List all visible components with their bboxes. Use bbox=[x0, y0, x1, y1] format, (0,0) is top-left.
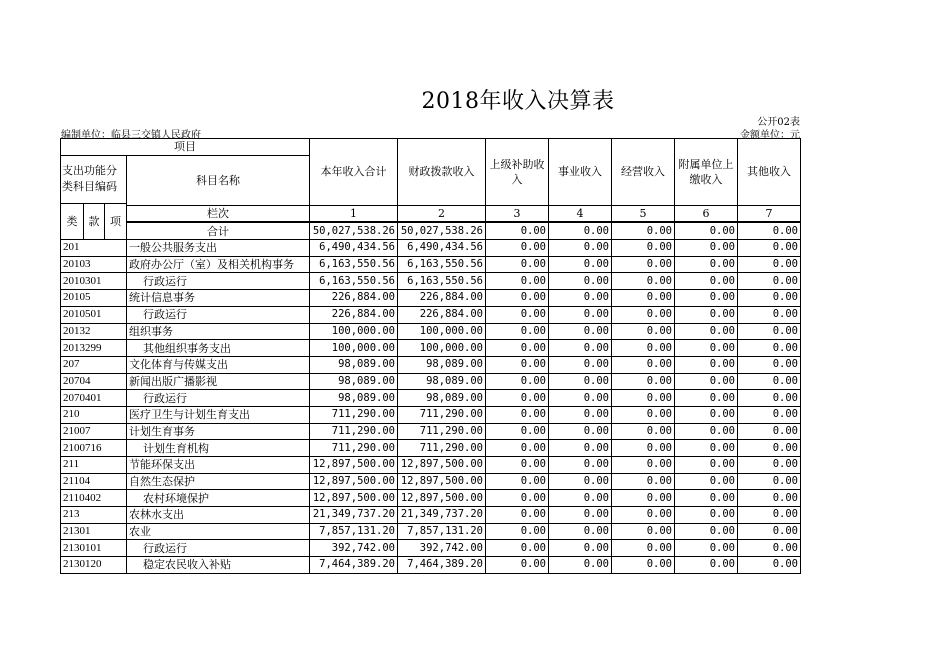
amount-c6: 0.00 bbox=[675, 490, 738, 507]
amount-c1: 21,349,737.20 bbox=[310, 507, 398, 524]
subject-code: 213 bbox=[61, 507, 127, 524]
amount-c4: 0.00 bbox=[549, 473, 612, 490]
amount-c2: 711,290.00 bbox=[398, 423, 486, 440]
func-class-header: 支出功能分类科目编码 bbox=[61, 155, 127, 203]
amount-c7: 0.00 bbox=[738, 423, 801, 440]
total-row bbox=[61, 222, 801, 239]
amount-c6: 0.00 bbox=[675, 507, 738, 524]
amount-c7: 0.00 bbox=[738, 390, 801, 407]
amount-c3: 0.00 bbox=[486, 406, 549, 423]
amount-c6: 0.00 bbox=[675, 390, 738, 407]
form-number: 公开02表 bbox=[757, 117, 800, 128]
amount-c2: 12,897,500.00 bbox=[398, 473, 486, 490]
table-row bbox=[61, 340, 801, 357]
amount-c1: 6,490,434.56 bbox=[310, 240, 398, 257]
amount-c4: 0.00 bbox=[549, 340, 612, 357]
amount-c4: 0.00 bbox=[549, 273, 612, 290]
subject-name: 医疗卫生与计划生育支出 bbox=[127, 406, 310, 423]
subject-code: 2010301 bbox=[61, 273, 127, 290]
subject-name: 组织事务 bbox=[127, 323, 310, 340]
amount-c5: 0.00 bbox=[612, 290, 675, 307]
amount-c6: 0.00 bbox=[675, 340, 738, 357]
amount-c6: 0.00 bbox=[675, 457, 738, 474]
table-row bbox=[61, 273, 801, 290]
amount-c1: 7,857,131.20 bbox=[310, 523, 398, 540]
amount-c4: 0.00 bbox=[549, 540, 612, 557]
subject-code: 20704 bbox=[61, 373, 127, 390]
amount-c7: 0.00 bbox=[738, 540, 801, 557]
subject-name: 新闻出版广播影视 bbox=[127, 373, 310, 390]
table-row bbox=[61, 507, 801, 524]
amount-c6: 0.00 bbox=[675, 523, 738, 540]
col-num-1: 1 bbox=[310, 205, 398, 222]
table-row bbox=[61, 356, 801, 373]
col3-header: 上级补助收入 bbox=[486, 139, 549, 206]
subject-name: 行政运行 bbox=[127, 540, 310, 557]
money-unit: 金额单位：元 bbox=[740, 130, 800, 141]
amount-c3: 0.00 bbox=[486, 373, 549, 390]
amount-c7: 0.00 bbox=[738, 273, 801, 290]
compiling-unit: 编制单位：临县三交镇人民政府 bbox=[61, 130, 201, 141]
amount-c1: 711,290.00 bbox=[310, 406, 398, 423]
amount-c3: 0.00 bbox=[486, 390, 549, 407]
table-row bbox=[61, 473, 801, 490]
table-row bbox=[61, 557, 801, 574]
amount-c3: 0.00 bbox=[486, 423, 549, 440]
subject-code: 210 bbox=[61, 406, 127, 423]
table-row bbox=[61, 523, 801, 540]
amount-c5: 0.00 bbox=[612, 490, 675, 507]
amount-c6: 0.00 bbox=[675, 323, 738, 340]
subject-name: 计划生育机构 bbox=[127, 440, 310, 457]
amount-c7: 0.00 bbox=[738, 523, 801, 540]
amount-c1: 12,897,500.00 bbox=[310, 457, 398, 474]
amount-c3: 0.00 bbox=[486, 457, 549, 474]
amount-c6: 0.00 bbox=[675, 373, 738, 390]
amount-c3: 0.00 bbox=[486, 323, 549, 340]
subject-code: 2100716 bbox=[61, 440, 127, 457]
amount-c4: 0.00 bbox=[549, 557, 612, 574]
amount-c4: 0.00 bbox=[549, 523, 612, 540]
subject-name: 行政运行 bbox=[127, 390, 310, 407]
amount-c4: 0.00 bbox=[549, 390, 612, 407]
amount-c1: 12,897,500.00 bbox=[310, 473, 398, 490]
table-row bbox=[61, 423, 801, 440]
amount-c4: 0.00 bbox=[549, 356, 612, 373]
amount-c6: 0.00 bbox=[675, 240, 738, 257]
subject-code: 2130120 bbox=[61, 557, 127, 574]
amount-c1: 711,290.00 bbox=[310, 440, 398, 457]
amount-c5: 0.00 bbox=[612, 406, 675, 423]
amount-c1: 711,290.00 bbox=[310, 423, 398, 440]
amount-c6: 0.00 bbox=[675, 406, 738, 423]
amount-c6: 0.00 bbox=[675, 557, 738, 574]
lanci-row bbox=[61, 205, 801, 222]
amount-c7: 0.00 bbox=[738, 240, 801, 257]
subject-code: 2110402 bbox=[61, 490, 127, 507]
amount-c7: 0.00 bbox=[738, 356, 801, 373]
col-num-4: 4 bbox=[549, 205, 612, 222]
amount-c2: 98,089.00 bbox=[398, 356, 486, 373]
amount-c5: 0.00 bbox=[612, 473, 675, 490]
amount-c5: 0.00 bbox=[612, 323, 675, 340]
amount-c6: 0.00 bbox=[675, 306, 738, 323]
subject-code: 21104 bbox=[61, 473, 127, 490]
amount-c5: 0.00 bbox=[612, 540, 675, 557]
amount-c4: 0.00 bbox=[549, 440, 612, 457]
amount-c1: 7,464,389.20 bbox=[310, 557, 398, 574]
amount-c2: 226,884.00 bbox=[398, 290, 486, 307]
col5-header: 经营收入 bbox=[612, 139, 675, 206]
amount-c4: 0.00 bbox=[549, 306, 612, 323]
table-row bbox=[61, 406, 801, 423]
amount-c3: 0.00 bbox=[486, 507, 549, 524]
amount-c3: 0.00 bbox=[486, 240, 549, 257]
amount-c2: 6,490,434.56 bbox=[398, 240, 486, 257]
amount-c6: 0.00 bbox=[675, 440, 738, 457]
amount-c3: 0.00 bbox=[486, 273, 549, 290]
subject-name: 农业 bbox=[127, 523, 310, 540]
amount-c7: 0.00 bbox=[738, 373, 801, 390]
amount-c2: 711,290.00 bbox=[398, 440, 486, 457]
subject-name: 行政运行 bbox=[127, 273, 310, 290]
col-num-7: 7 bbox=[738, 205, 801, 222]
col-num-6: 6 bbox=[675, 205, 738, 222]
amount-c1: 6,163,550.56 bbox=[310, 256, 398, 273]
kuan-header: 款 bbox=[84, 203, 105, 239]
subject-name: 统计信息事务 bbox=[127, 290, 310, 307]
table-row bbox=[61, 290, 801, 307]
amount-c3: 0.00 bbox=[486, 557, 549, 574]
amount-c7: 0.00 bbox=[738, 473, 801, 490]
amount-c5: 0.00 bbox=[612, 273, 675, 290]
lei-header: 类 bbox=[61, 203, 84, 239]
col1-header: 本年收入合计 bbox=[310, 139, 398, 206]
amount-c7: 0.00 bbox=[738, 507, 801, 524]
amount-c7: 0.00 bbox=[738, 490, 801, 507]
amount-c7: 0.00 bbox=[738, 290, 801, 307]
table-row bbox=[61, 490, 801, 507]
subject-code: 21007 bbox=[61, 423, 127, 440]
amount-c1: 98,089.00 bbox=[310, 356, 398, 373]
amount-c5: 0.00 bbox=[612, 256, 675, 273]
amount-c2: 98,089.00 bbox=[398, 373, 486, 390]
header-row-project bbox=[61, 139, 801, 156]
amount-c5: 0.00 bbox=[612, 423, 675, 440]
amount-c2: 711,290.00 bbox=[398, 406, 486, 423]
lanci-label: 栏次 bbox=[127, 205, 310, 222]
subject-code: 20132 bbox=[61, 323, 127, 340]
amount-c4: 0.00 bbox=[549, 490, 612, 507]
col6-header: 附属单位上缴收入 bbox=[675, 139, 738, 206]
amount-c4: 0.00 bbox=[549, 507, 612, 524]
subject-code: 21301 bbox=[61, 523, 127, 540]
subject-code: 2010501 bbox=[61, 306, 127, 323]
amount-c6: 0.00 bbox=[675, 540, 738, 557]
total-c6: 0.00 bbox=[675, 222, 738, 239]
amount-c7: 0.00 bbox=[738, 256, 801, 273]
subject-code: 201 bbox=[61, 240, 127, 257]
amount-c2: 7,464,389.20 bbox=[398, 557, 486, 574]
amount-c1: 6,163,550.56 bbox=[310, 273, 398, 290]
amount-c2: 12,897,500.00 bbox=[398, 490, 486, 507]
total-c7: 0.00 bbox=[738, 222, 801, 239]
amount-c4: 0.00 bbox=[549, 323, 612, 340]
table-row bbox=[61, 240, 801, 257]
amount-c3: 0.00 bbox=[486, 540, 549, 557]
amount-c3: 0.00 bbox=[486, 256, 549, 273]
col2-header: 财政拨款收入 bbox=[398, 139, 486, 206]
amount-c1: 226,884.00 bbox=[310, 290, 398, 307]
subject-name: 农林水支出 bbox=[127, 507, 310, 524]
amount-c2: 6,163,550.56 bbox=[398, 256, 486, 273]
amount-c1: 226,884.00 bbox=[310, 306, 398, 323]
subject-name-header: 科目名称 bbox=[127, 155, 310, 205]
total-c3: 0.00 bbox=[486, 222, 549, 239]
amount-c4: 0.00 bbox=[549, 373, 612, 390]
subject-name: 农村环境保护 bbox=[127, 490, 310, 507]
amount-c1: 100,000.00 bbox=[310, 323, 398, 340]
amount-c5: 0.00 bbox=[612, 356, 675, 373]
amount-c7: 0.00 bbox=[738, 440, 801, 457]
amount-c4: 0.00 bbox=[549, 290, 612, 307]
subject-name: 政府办公厅（室）及相关机构事务 bbox=[127, 256, 310, 273]
amount-c5: 0.00 bbox=[612, 557, 675, 574]
table-row bbox=[61, 306, 801, 323]
subject-code: 20105 bbox=[61, 290, 127, 307]
total-c4: 0.00 bbox=[549, 222, 612, 239]
amount-c4: 0.00 bbox=[549, 240, 612, 257]
amount-c1: 392,742.00 bbox=[310, 540, 398, 557]
table-row bbox=[61, 373, 801, 390]
amount-c5: 0.00 bbox=[612, 390, 675, 407]
col-num-5: 5 bbox=[612, 205, 675, 222]
amount-c6: 0.00 bbox=[675, 423, 738, 440]
amount-c7: 0.00 bbox=[738, 340, 801, 357]
amount-c7: 0.00 bbox=[738, 406, 801, 423]
amount-c5: 0.00 bbox=[612, 340, 675, 357]
total-c2: 50,027,538.26 bbox=[398, 222, 486, 239]
table-row bbox=[61, 540, 801, 557]
amount-c3: 0.00 bbox=[486, 490, 549, 507]
amount-c2: 100,000.00 bbox=[398, 340, 486, 357]
col-num-2: 2 bbox=[398, 205, 486, 222]
page-title: 2018年收入决算表 bbox=[421, 89, 615, 114]
subject-code: 2013299 bbox=[61, 340, 127, 357]
table-row bbox=[61, 440, 801, 457]
amount-c3: 0.00 bbox=[486, 473, 549, 490]
col7-header: 其他收入 bbox=[738, 139, 801, 206]
amount-c6: 0.00 bbox=[675, 473, 738, 490]
amount-c2: 98,089.00 bbox=[398, 390, 486, 407]
table-row bbox=[61, 323, 801, 340]
amount-c2: 392,742.00 bbox=[398, 540, 486, 557]
amount-c3: 0.00 bbox=[486, 523, 549, 540]
subject-name: 文化体育与传媒支出 bbox=[127, 356, 310, 373]
amount-c6: 0.00 bbox=[675, 273, 738, 290]
amount-c3: 0.00 bbox=[486, 306, 549, 323]
amount-c7: 0.00 bbox=[738, 457, 801, 474]
subject-name: 自然生态保护 bbox=[127, 473, 310, 490]
amount-c2: 21,349,737.20 bbox=[398, 507, 486, 524]
amount-c5: 0.00 bbox=[612, 240, 675, 257]
amount-c3: 0.00 bbox=[486, 340, 549, 357]
amount-c1: 100,000.00 bbox=[310, 340, 398, 357]
amount-c1: 98,089.00 bbox=[310, 373, 398, 390]
subject-code: 2130101 bbox=[61, 540, 127, 557]
amount-c5: 0.00 bbox=[612, 507, 675, 524]
amount-c1: 12,897,500.00 bbox=[310, 490, 398, 507]
amount-c7: 0.00 bbox=[738, 306, 801, 323]
amount-c4: 0.00 bbox=[549, 457, 612, 474]
col-num-3: 3 bbox=[486, 205, 549, 222]
amount-c2: 100,000.00 bbox=[398, 323, 486, 340]
amount-c7: 0.00 bbox=[738, 557, 801, 574]
subject-name: 行政运行 bbox=[127, 306, 310, 323]
amount-c4: 0.00 bbox=[549, 256, 612, 273]
col4-header: 事业收入 bbox=[549, 139, 612, 206]
amount-c5: 0.00 bbox=[612, 457, 675, 474]
amount-c1: 98,089.00 bbox=[310, 390, 398, 407]
amount-c2: 226,884.00 bbox=[398, 306, 486, 323]
amount-c6: 0.00 bbox=[675, 356, 738, 373]
total-c1: 50,027,538.26 bbox=[310, 222, 398, 239]
subject-code: 2070401 bbox=[61, 390, 127, 407]
amount-c3: 0.00 bbox=[486, 440, 549, 457]
amount-c6: 0.00 bbox=[675, 290, 738, 307]
amount-c7: 0.00 bbox=[738, 323, 801, 340]
xiang-header: 项 bbox=[105, 203, 127, 239]
subject-name: 计划生育事务 bbox=[127, 423, 310, 440]
amount-c6: 0.00 bbox=[675, 256, 738, 273]
project-header: 项目 bbox=[61, 139, 310, 156]
table-row bbox=[61, 457, 801, 474]
subject-name: 一般公共服务支出 bbox=[127, 240, 310, 257]
amount-c3: 0.00 bbox=[486, 290, 549, 307]
amount-c5: 0.00 bbox=[612, 306, 675, 323]
table-row bbox=[61, 390, 801, 407]
amount-c5: 0.00 bbox=[612, 373, 675, 390]
amount-c2: 6,163,550.56 bbox=[398, 273, 486, 290]
amount-c3: 0.00 bbox=[486, 356, 549, 373]
table-row bbox=[61, 256, 801, 273]
subject-code: 20103 bbox=[61, 256, 127, 273]
amount-c4: 0.00 bbox=[549, 423, 612, 440]
subject-name: 稳定农民收入补贴 bbox=[127, 557, 310, 574]
subject-code: 207 bbox=[61, 356, 127, 373]
income-table bbox=[60, 138, 801, 574]
amount-c5: 0.00 bbox=[612, 523, 675, 540]
total-c5: 0.00 bbox=[612, 222, 675, 239]
amount-c5: 0.00 bbox=[612, 440, 675, 457]
subject-name: 其他组织事务支出 bbox=[127, 340, 310, 357]
amount-c2: 7,857,131.20 bbox=[398, 523, 486, 540]
subject-name: 节能环保支出 bbox=[127, 457, 310, 474]
amount-c4: 0.00 bbox=[549, 406, 612, 423]
subject-code: 211 bbox=[61, 457, 127, 474]
total-label: 合计 bbox=[127, 222, 310, 239]
amount-c2: 12,897,500.00 bbox=[398, 457, 486, 474]
